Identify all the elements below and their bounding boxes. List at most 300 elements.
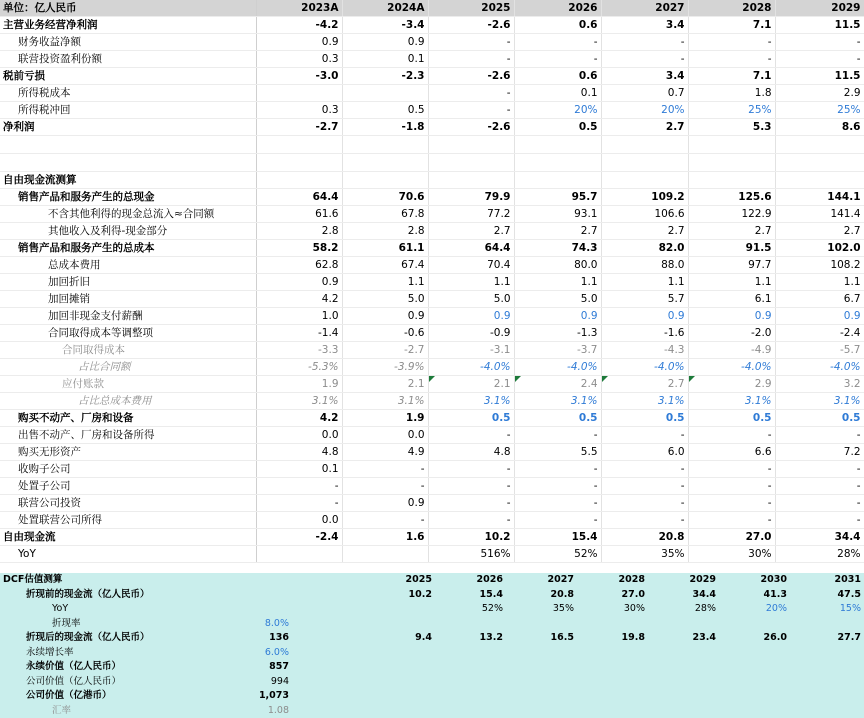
value-cell[interactable] [514,154,601,172]
dcf-value-cell[interactable] [506,617,577,632]
value-cell[interactable]: -4.0% [428,359,514,376]
value-cell[interactable]: -1.6 [601,325,688,342]
value-cell[interactable]: 25% [775,102,864,119]
row-label-cell[interactable]: 占比合同额 [0,359,256,376]
dcf-value-cell[interactable] [648,704,719,718]
value-cell[interactable]: - [775,478,864,495]
dcf-value-cell[interactable]: 19.8 [577,631,648,646]
empty-cell[interactable] [292,573,364,588]
year-header-cell[interactable]: 2027 [601,0,688,17]
value-cell[interactable]: 106.6 [601,206,688,223]
value-cell[interactable]: -3.1 [428,342,514,359]
dcf-value-cell[interactable] [719,646,790,661]
value-cell[interactable]: -4.0% [601,359,688,376]
row-label-cell[interactable]: 自由现金流 [0,529,256,546]
value-cell[interactable]: 52% [514,546,601,563]
dcf-value-cell[interactable] [719,704,790,718]
value-cell[interactable]: 2.7 [601,119,688,136]
dcf-value-cell[interactable] [364,689,435,704]
value-cell[interactable]: -2.0 [688,325,775,342]
value-cell[interactable] [514,172,601,189]
empty-cell[interactable] [292,675,364,690]
value-cell[interactable]: 34.4 [775,529,864,546]
value-cell[interactable]: 5.3 [688,119,775,136]
dcf-label-cell[interactable]: 永续价值（亿人民币） [0,660,214,675]
value-cell[interactable]: 3.4 [601,17,688,34]
dcf-year-cell[interactable]: 2029 [648,573,719,588]
dcf-param-cell[interactable]: 136 [214,631,292,646]
dcf-year-cell[interactable]: 2028 [577,573,648,588]
value-cell[interactable]: - [601,427,688,444]
row-label-cell[interactable]: 主营业务经营净利润 [0,17,256,34]
value-cell[interactable]: - [514,51,601,68]
year-header-cell[interactable]: 2023A [256,0,342,17]
dcf-value-cell[interactable] [790,646,864,661]
value-cell[interactable]: 79.9 [428,189,514,206]
row-label-cell[interactable]: YoY [0,546,256,563]
value-cell[interactable]: - [601,512,688,529]
value-cell[interactable] [601,136,688,154]
value-cell[interactable]: -4.9 [688,342,775,359]
value-cell[interactable]: 0.9 [256,274,342,291]
value-cell[interactable]: 2.8 [256,223,342,240]
dcf-value-cell[interactable] [577,617,648,632]
empty-cell[interactable] [292,602,364,617]
value-cell[interactable] [256,546,342,563]
value-cell[interactable]: -3.7 [514,342,601,359]
dcf-value-cell[interactable]: 30% [577,602,648,617]
dcf-value-cell[interactable] [364,660,435,675]
value-cell[interactable]: - [428,495,514,512]
value-cell[interactable]: 141.4 [775,206,864,223]
value-cell[interactable]: 0.9 [342,34,428,51]
empty-cell[interactable] [292,660,364,675]
value-cell[interactable]: 0.5 [514,119,601,136]
row-label-cell[interactable]: 加回折旧 [0,274,256,291]
dcf-value-cell[interactable]: 15% [790,602,864,617]
value-cell[interactable] [428,136,514,154]
value-cell[interactable]: 0.5 [775,410,864,427]
value-cell[interactable]: 0.6 [514,17,601,34]
value-cell[interactable]: - [688,461,775,478]
dcf-value-cell[interactable] [648,617,719,632]
dcf-value-cell[interactable] [790,704,864,718]
row-label-cell[interactable]: 收购子公司 [0,461,256,478]
value-cell[interactable]: 20% [601,102,688,119]
empty-cell[interactable] [292,588,364,603]
dcf-value-cell[interactable] [577,646,648,661]
value-cell[interactable] [342,546,428,563]
value-cell[interactable]: 6.1 [688,291,775,308]
value-cell[interactable]: 516% [428,546,514,563]
empty-cell[interactable] [292,631,364,646]
row-label-cell[interactable]: 联营公司投资 [0,495,256,512]
value-cell[interactable]: 62.8 [256,257,342,274]
dcf-value-cell[interactable] [435,689,506,704]
value-cell[interactable]: 3.1% [514,393,601,410]
year-header-cell[interactable]: 2026 [514,0,601,17]
dcf-value-cell[interactable] [719,660,790,675]
dcf-value-cell[interactable] [435,675,506,690]
value-cell[interactable]: -3.0 [256,68,342,85]
row-label-cell[interactable] [0,154,256,172]
value-cell[interactable]: - [775,34,864,51]
dcf-value-cell[interactable]: 13.2 [435,631,506,646]
value-cell[interactable]: -3.9% [342,359,428,376]
value-cell[interactable]: 0.0 [342,427,428,444]
dcf-value-cell[interactable]: 26.0 [719,631,790,646]
value-cell[interactable]: -1.4 [256,325,342,342]
row-label-cell[interactable]: 加回非现金支付薪酬 [0,308,256,325]
value-cell[interactable]: 2.7 [688,223,775,240]
row-label-cell[interactable]: 占比总成本费用 [0,393,256,410]
value-cell[interactable]: -4.3 [601,342,688,359]
dcf-value-cell[interactable] [648,660,719,675]
value-cell[interactable]: 2.7 [775,223,864,240]
value-cell[interactable]: 58.2 [256,240,342,257]
value-cell[interactable]: - [775,512,864,529]
value-cell[interactable]: 6.7 [775,291,864,308]
value-cell[interactable]: 2.7 [514,223,601,240]
dcf-year-cell[interactable]: 2025 [364,573,435,588]
dcf-value-cell[interactable]: 27.7 [790,631,864,646]
value-cell[interactable]: 0.6 [514,68,601,85]
value-cell[interactable]: 0.3 [256,51,342,68]
value-cell[interactable]: 5.5 [514,444,601,461]
dcf-value-cell[interactable] [648,689,719,704]
value-cell[interactable]: - [514,461,601,478]
dcf-value-cell[interactable] [648,646,719,661]
value-cell[interactable] [775,136,864,154]
value-cell[interactable]: 7.2 [775,444,864,461]
value-cell[interactable]: - [428,85,514,102]
row-label-cell[interactable]: 税前亏损 [0,68,256,85]
value-cell[interactable]: 2.9 [688,376,775,393]
value-cell[interactable]: 70.6 [342,189,428,206]
row-label-cell[interactable]: 总成本费用 [0,257,256,274]
empty-cell[interactable] [292,689,364,704]
value-cell[interactable]: 3.1% [775,393,864,410]
value-cell[interactable]: -2.4 [256,529,342,546]
dcf-value-cell[interactable] [506,660,577,675]
value-cell[interactable]: -2.3 [342,68,428,85]
dcf-value-cell[interactable] [719,617,790,632]
value-cell[interactable]: - [775,461,864,478]
value-cell[interactable]: 3.1% [342,393,428,410]
value-cell[interactable]: - [688,427,775,444]
value-cell[interactable]: -4.2 [256,17,342,34]
value-cell[interactable]: - [775,51,864,68]
value-cell[interactable] [256,154,342,172]
value-cell[interactable]: - [428,102,514,119]
value-cell[interactable]: -1.3 [514,325,601,342]
dcf-value-cell[interactable] [435,660,506,675]
empty-cell[interactable] [214,573,292,588]
value-cell[interactable]: 0.5 [514,410,601,427]
value-cell[interactable]: 6.0 [601,444,688,461]
value-cell[interactable] [342,85,428,102]
value-cell[interactable]: 122.9 [688,206,775,223]
dcf-value-cell[interactable] [364,704,435,718]
value-cell[interactable]: - [688,51,775,68]
value-cell[interactable]: 0.1 [514,85,601,102]
value-cell[interactable]: -4.0% [514,359,601,376]
value-cell[interactable]: - [601,51,688,68]
value-cell[interactable]: - [428,478,514,495]
value-cell[interactable]: 2.8 [342,223,428,240]
row-label-cell[interactable]: 出售不动产、厂房和设备所得 [0,427,256,444]
value-cell[interactable]: -4.0% [688,359,775,376]
value-cell[interactable]: -2.4 [775,325,864,342]
dcf-label-cell[interactable]: YoY [0,602,214,617]
year-header-cell[interactable]: 2025 [428,0,514,17]
dcf-label-cell[interactable]: 永续增长率 [0,646,214,661]
value-cell[interactable]: - [688,495,775,512]
dcf-value-cell[interactable] [577,660,648,675]
value-cell[interactable]: 108.2 [775,257,864,274]
value-cell[interactable]: -0.6 [342,325,428,342]
dcf-value-cell[interactable]: 20% [719,602,790,617]
value-cell[interactable]: - [514,495,601,512]
row-label-cell[interactable]: 购买无形资产 [0,444,256,461]
value-cell[interactable]: 0.1 [342,51,428,68]
value-cell[interactable]: 1.1 [428,274,514,291]
dcf-value-cell[interactable]: 47.5 [790,588,864,603]
value-cell[interactable]: 20% [514,102,601,119]
value-cell[interactable]: - [601,34,688,51]
dcf-label-cell[interactable]: 折现率 [0,617,214,632]
value-cell[interactable] [514,136,601,154]
value-cell[interactable]: - [256,495,342,512]
value-cell[interactable]: 4.8 [256,444,342,461]
value-cell[interactable]: 95.7 [514,189,601,206]
dcf-param-cell[interactable] [214,602,292,617]
value-cell[interactable]: -2.6 [428,68,514,85]
value-cell[interactable]: - [514,34,601,51]
dcf-label-cell[interactable]: 汇率 [0,704,214,718]
value-cell[interactable]: 1.9 [256,376,342,393]
value-cell[interactable]: 3.1% [428,393,514,410]
value-cell[interactable]: 2.1 [342,376,428,393]
value-cell[interactable]: 1.9 [342,410,428,427]
value-cell[interactable]: - [601,495,688,512]
value-cell[interactable]: - [256,478,342,495]
row-label-cell[interactable]: 联营投资盈利份额 [0,51,256,68]
dcf-value-cell[interactable] [577,704,648,718]
dcf-param-cell[interactable]: 8.0% [214,617,292,632]
dcf-value-cell[interactable] [435,617,506,632]
value-cell[interactable]: 1.1 [775,274,864,291]
value-cell[interactable]: -1.8 [342,119,428,136]
value-cell[interactable]: 0.5 [601,410,688,427]
value-cell[interactable]: - [688,512,775,529]
value-cell[interactable] [428,172,514,189]
dcf-value-cell[interactable] [648,675,719,690]
dcf-value-cell[interactable] [577,675,648,690]
value-cell[interactable]: 0.9 [342,495,428,512]
value-cell[interactable]: 0.0 [256,427,342,444]
value-cell[interactable]: 0.9 [514,308,601,325]
value-cell[interactable]: - [514,427,601,444]
value-cell[interactable]: 8.6 [775,119,864,136]
value-cell[interactable]: - [342,478,428,495]
row-label-cell[interactable]: 所得税冲回 [0,102,256,119]
value-cell[interactable]: 4.2 [256,410,342,427]
value-cell[interactable]: 1.1 [514,274,601,291]
value-cell[interactable]: - [775,427,864,444]
empty-cell[interactable] [292,704,364,718]
year-header-cell[interactable]: 2029 [775,0,864,17]
value-cell[interactable]: -5.3% [256,359,342,376]
value-cell[interactable]: 11.5 [775,68,864,85]
value-cell[interactable]: - [428,461,514,478]
value-cell[interactable]: 2.9 [775,85,864,102]
value-cell[interactable]: - [428,427,514,444]
value-cell[interactable] [601,172,688,189]
value-cell[interactable] [688,136,775,154]
value-cell[interactable]: 88.0 [601,257,688,274]
row-label-cell[interactable]: 净利润 [0,119,256,136]
dcf-value-cell[interactable]: 9.4 [364,631,435,646]
dcf-value-cell[interactable] [506,704,577,718]
dcf-value-cell[interactable]: 10.2 [364,588,435,603]
value-cell[interactable]: 0.5 [428,410,514,427]
dcf-value-cell[interactable] [790,660,864,675]
value-cell[interactable]: - [428,34,514,51]
dcf-year-cell[interactable]: 2031 [790,573,864,588]
value-cell[interactable]: -2.7 [256,119,342,136]
value-cell[interactable]: 4.2 [256,291,342,308]
value-cell[interactable]: 61.6 [256,206,342,223]
value-cell[interactable]: -2.7 [342,342,428,359]
value-cell[interactable]: 2.1 [428,376,514,393]
dcf-value-cell[interactable]: 20.8 [506,588,577,603]
value-cell[interactable]: 80.0 [514,257,601,274]
row-label-cell[interactable]: 处置联营公司所得 [0,512,256,529]
value-cell[interactable]: 5.7 [601,291,688,308]
value-cell[interactable]: - [601,478,688,495]
dcf-value-cell[interactable]: 35% [506,602,577,617]
dcf-value-cell[interactable]: 52% [435,602,506,617]
value-cell[interactable]: - [514,478,601,495]
value-cell[interactable]: 5.0 [428,291,514,308]
value-cell[interactable]: 67.8 [342,206,428,223]
value-cell[interactable]: 1.0 [256,308,342,325]
dcf-value-cell[interactable] [719,689,790,704]
dcf-label-cell[interactable]: 折现前的现金流（亿人民币） [0,588,214,603]
value-cell[interactable]: 82.0 [601,240,688,257]
value-cell[interactable]: -4.0% [775,359,864,376]
value-cell[interactable]: -2.6 [428,17,514,34]
dcf-value-cell[interactable] [364,617,435,632]
dcf-value-cell[interactable] [506,689,577,704]
dcf-value-cell[interactable] [364,602,435,617]
value-cell[interactable]: 61.1 [342,240,428,257]
value-cell[interactable]: 125.6 [688,189,775,206]
dcf-value-cell[interactable]: 27.0 [577,588,648,603]
value-cell[interactable]: - [775,495,864,512]
dcf-value-cell[interactable]: 28% [648,602,719,617]
dcf-value-cell[interactable] [364,675,435,690]
dcf-year-cell[interactable]: 2030 [719,573,790,588]
value-cell[interactable]: 1.1 [688,274,775,291]
value-cell[interactable]: 0.9 [342,308,428,325]
dcf-value-cell[interactable]: 34.4 [648,588,719,603]
value-cell[interactable] [342,136,428,154]
value-cell[interactable]: - [688,34,775,51]
row-label-cell[interactable]: 不含其他利得的现金总流入≈合同额 [0,206,256,223]
row-label-cell[interactable]: 处置子公司 [0,478,256,495]
dcf-param-cell[interactable]: 1.08 [214,704,292,718]
dcf-title[interactable]: DCF估值测算 [0,573,214,588]
value-cell[interactable]: - [428,512,514,529]
dcf-label-cell[interactable]: 折现后的现金流（亿人民币） [0,631,214,646]
empty-cell[interactable] [292,646,364,661]
value-cell[interactable]: 6.6 [688,444,775,461]
value-cell[interactable]: - [342,461,428,478]
dcf-value-cell[interactable] [790,689,864,704]
value-cell[interactable]: 74.3 [514,240,601,257]
value-cell[interactable] [775,172,864,189]
value-cell[interactable] [342,172,428,189]
value-cell[interactable]: 20.8 [601,529,688,546]
value-cell[interactable] [601,154,688,172]
value-cell[interactable] [256,136,342,154]
dcf-value-cell[interactable]: 16.5 [506,631,577,646]
value-cell[interactable]: 0.9 [256,34,342,51]
value-cell[interactable]: 2.4 [514,376,601,393]
value-cell[interactable]: -3.3 [256,342,342,359]
value-cell[interactable]: 7.1 [688,68,775,85]
dcf-label-cell[interactable]: 公司价值（亿人民币） [0,675,214,690]
value-cell[interactable]: 109.2 [601,189,688,206]
dcf-param-cell[interactable]: 857 [214,660,292,675]
row-label-cell[interactable]: 购买不动产、厂房和设备 [0,410,256,427]
dcf-value-cell[interactable] [790,617,864,632]
value-cell[interactable]: 2.7 [601,223,688,240]
value-cell[interactable]: 0.9 [775,308,864,325]
value-cell[interactable]: 91.5 [688,240,775,257]
row-label-cell[interactable]: 自由现金流测算 [0,172,256,189]
row-label-cell[interactable]: 销售产品和服务产生的总成本 [0,240,256,257]
value-cell[interactable]: 5.0 [514,291,601,308]
dcf-value-cell[interactable] [506,646,577,661]
value-cell[interactable] [688,154,775,172]
dcf-param-cell[interactable]: 6.0% [214,646,292,661]
row-label-cell[interactable]: 所得税成本 [0,85,256,102]
value-cell[interactable]: - [428,51,514,68]
value-cell[interactable]: 0.9 [601,308,688,325]
value-cell[interactable]: 0.9 [428,308,514,325]
dcf-year-cell[interactable]: 2026 [435,573,506,588]
dcf-value-cell[interactable] [719,675,790,690]
dcf-value-cell[interactable] [577,689,648,704]
value-cell[interactable]: 102.0 [775,240,864,257]
dcf-label-cell[interactable]: 公司价值（亿港币） [0,689,214,704]
value-cell[interactable]: -2.6 [428,119,514,136]
row-label-cell[interactable]: 加回摊销 [0,291,256,308]
value-cell[interactable] [342,154,428,172]
value-cell[interactable]: 64.4 [428,240,514,257]
row-label-cell[interactable] [0,136,256,154]
value-cell[interactable]: 11.5 [775,17,864,34]
unit-label[interactable]: 单位：亿人民币 [0,0,256,17]
value-cell[interactable]: 2.7 [601,376,688,393]
value-cell[interactable]: 4.9 [342,444,428,461]
value-cell[interactable]: 67.4 [342,257,428,274]
dcf-value-cell[interactable] [435,646,506,661]
value-cell[interactable]: 3.1% [601,393,688,410]
